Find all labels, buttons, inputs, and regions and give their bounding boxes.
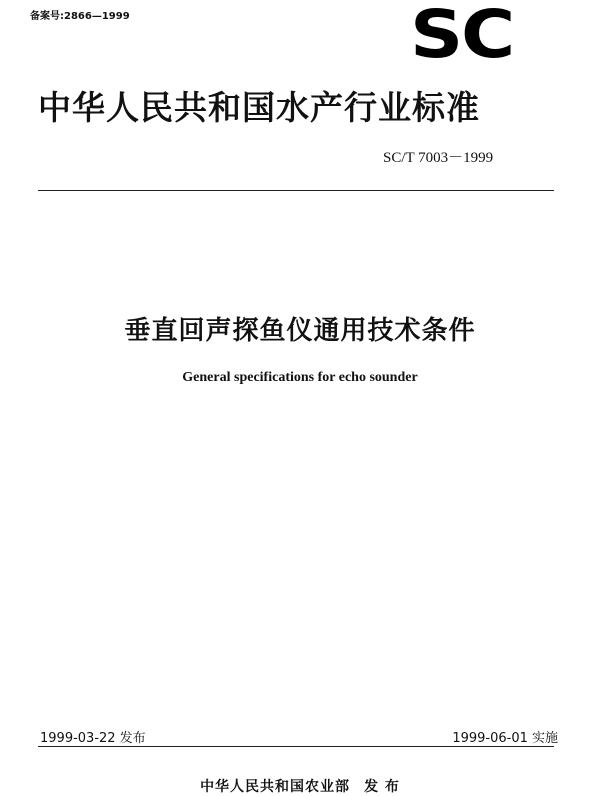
publisher-name: 中华人民共和国农业部 — [200, 779, 351, 795]
publisher-suffix: 发 布 — [364, 779, 400, 795]
standard-number: SC/T 7003－1999 — [383, 150, 494, 166]
document-title-english: General specifications for echo sounder — [182, 370, 418, 385]
organization-title: 中华人民共和国水产行业标准 — [38, 88, 480, 127]
bottom-divider — [38, 746, 554, 747]
publisher-line — [0, 776, 600, 796]
top-divider — [38, 190, 554, 191]
effective-date: 1999-06-01 实施 — [452, 731, 558, 746]
record-number: 备案号:2866—1999 — [30, 11, 130, 22]
document-title-chinese: 垂直回声探鱼仪通用技术条件 — [124, 316, 476, 346]
issue-date: 1999-03-22 发布 — [40, 731, 146, 746]
sc-logo: SC — [410, 0, 514, 73]
